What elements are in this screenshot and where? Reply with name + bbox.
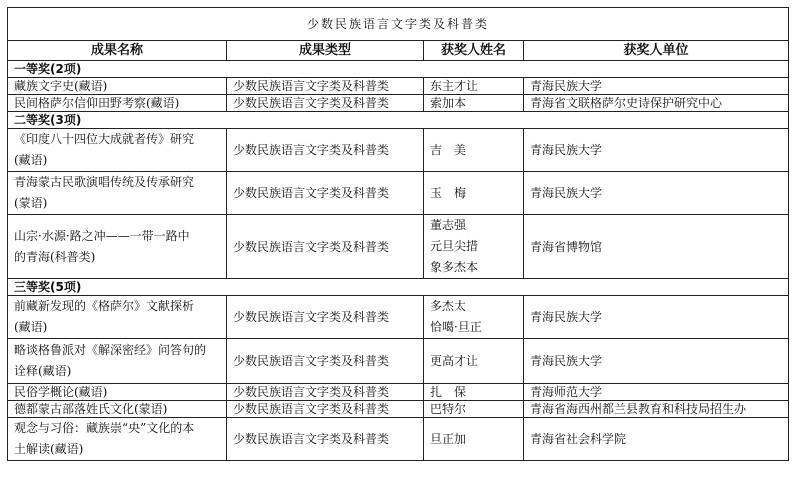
awards-table <box>7 7 789 461</box>
winner-name-line: 象多杰本 <box>430 260 479 274</box>
achievement-name-line: (蒙语) <box>14 196 48 210</box>
achievement-name-line: 德都蒙古部落姓氏文化(蒙语) <box>14 402 168 416</box>
winner-name-line: 巴特尔 <box>430 402 467 416</box>
winner-name-line: 吉 美 <box>430 143 467 157</box>
achievement-type: 少数民族语言文字类及科普类 <box>227 172 424 215</box>
winner-name <box>424 418 524 461</box>
winner-unit: 青海民族大学 <box>524 129 789 172</box>
winner-unit: 青海省博物馆 <box>524 215 789 279</box>
winner-name-line: 扎 保 <box>430 385 467 399</box>
achievement-name <box>8 172 227 215</box>
achievement-name-line: 青海蒙古民歌演唱传统及传承研究 <box>14 175 195 189</box>
table-row <box>8 129 789 172</box>
achievement-name <box>8 215 227 279</box>
achievement-type: 少数民族语言文字类及科普类 <box>227 95 424 112</box>
header-winner-unit: 获奖人单位 <box>524 41 789 61</box>
winner-name-line: 旦正加 <box>430 432 467 446</box>
table-row <box>8 95 789 112</box>
achievement-type: 少数民族语言文字类及科普类 <box>227 296 424 339</box>
achievement-name-line: 民俗学概论(藏语) <box>14 385 108 399</box>
winner-unit: 青海民族大学 <box>524 172 789 215</box>
achievement-name <box>8 401 227 418</box>
winner-name-line: 东主才让 <box>430 79 479 93</box>
table-row <box>8 296 789 339</box>
achievement-name <box>8 78 227 95</box>
award-group-row <box>8 279 789 296</box>
table-row <box>8 384 789 401</box>
achievement-name-line: (藏语) <box>14 320 48 334</box>
winner-unit: 青海民族大学 <box>524 339 789 384</box>
achievement-type: 少数民族语言文字类及科普类 <box>227 418 424 461</box>
winner-name-line: 多杰太 <box>430 299 467 313</box>
achievement-name <box>8 418 227 461</box>
table-body <box>8 61 789 461</box>
table-row <box>8 339 789 384</box>
winner-name <box>424 401 524 418</box>
winner-name <box>424 296 524 339</box>
winner-name-line: 恰噶·旦正 <box>430 320 482 334</box>
achievement-name-line: 略谈格鲁派对《解深密经》问答句的 <box>14 343 207 357</box>
achievement-name <box>8 339 227 384</box>
winner-name <box>424 339 524 384</box>
achievement-name-line: 诠释(藏语) <box>14 364 72 378</box>
winner-name-line: 索加本 <box>430 96 467 110</box>
award-group-label: 三等奖(5项) <box>8 279 789 296</box>
achievement-name-line: 前藏新发现的《格萨尔》文献探析 <box>14 299 195 313</box>
achievement-name <box>8 384 227 401</box>
winner-unit: 青海省海西州都兰县教育和科技局招生办 <box>524 401 789 418</box>
winner-unit: 青海民族大学 <box>524 296 789 339</box>
achievement-type: 少数民族语言文字类及科普类 <box>227 129 424 172</box>
achievement-name <box>8 296 227 339</box>
winner-name <box>424 215 524 279</box>
winner-unit: 青海省文联格萨尔史诗保护研究中心 <box>524 95 789 112</box>
table-row <box>8 78 789 95</box>
winner-unit: 青海省社会科学院 <box>524 418 789 461</box>
winner-name-line: 玉 梅 <box>430 186 467 200</box>
award-group-label: 二等奖(3项) <box>8 112 789 129</box>
winner-name <box>424 78 524 95</box>
achievement-name-line: 土解读(藏语) <box>14 442 84 456</box>
achievement-type: 少数民族语言文字类及科普类 <box>227 339 424 384</box>
winner-name-line: 更高才让 <box>430 354 479 368</box>
header-achievement-type: 成果类型 <box>227 41 424 61</box>
winner-unit: 青海师范大学 <box>524 384 789 401</box>
winner-unit: 青海民族大学 <box>524 78 789 95</box>
table-row <box>8 215 789 279</box>
achievement-type: 少数民族语言文字类及科普类 <box>227 384 424 401</box>
achievement-name-line: 《印度八十四位大成就者传》研究 <box>14 132 195 146</box>
achievement-name-line: 藏族文字史(藏语) <box>14 79 108 93</box>
achievement-name-line: 民间格萨尔信仰田野考察(藏语) <box>14 96 180 110</box>
achievement-name-line: 观念与习俗：藏族崇“央”文化的本 <box>14 421 195 435</box>
achievement-type: 少数民族语言文字类及科普类 <box>227 215 424 279</box>
winner-name-line: 董志强 <box>430 218 467 232</box>
winner-name-line: 元旦尖措 <box>430 239 479 253</box>
winner-name <box>424 129 524 172</box>
achievement-name-line: 山宗·水源·路之冲——一带一路中 <box>14 228 190 243</box>
achievement-name-line: (藏语) <box>14 153 48 167</box>
table-row <box>8 172 789 215</box>
table-row <box>8 418 789 461</box>
winner-name <box>424 384 524 401</box>
header-achievement-name: 成果名称 <box>8 41 227 61</box>
achievement-type: 少数民族语言文字类及科普类 <box>227 78 424 95</box>
award-group-row <box>8 61 789 78</box>
achievement-type: 少数民族语言文字类及科普类 <box>227 401 424 418</box>
winner-name <box>424 95 524 112</box>
table-row <box>8 401 789 418</box>
header-winner-name: 获奖人姓名 <box>424 41 524 61</box>
award-group-label: 一等奖(2项) <box>8 61 789 78</box>
page-title: 少数民族语言文字类及科普类 <box>8 8 789 41</box>
achievement-name <box>8 95 227 112</box>
achievement-name-line: 的青海(科普类) <box>14 249 96 264</box>
achievement-name <box>8 129 227 172</box>
winner-name <box>424 172 524 215</box>
award-group-row <box>8 112 789 129</box>
